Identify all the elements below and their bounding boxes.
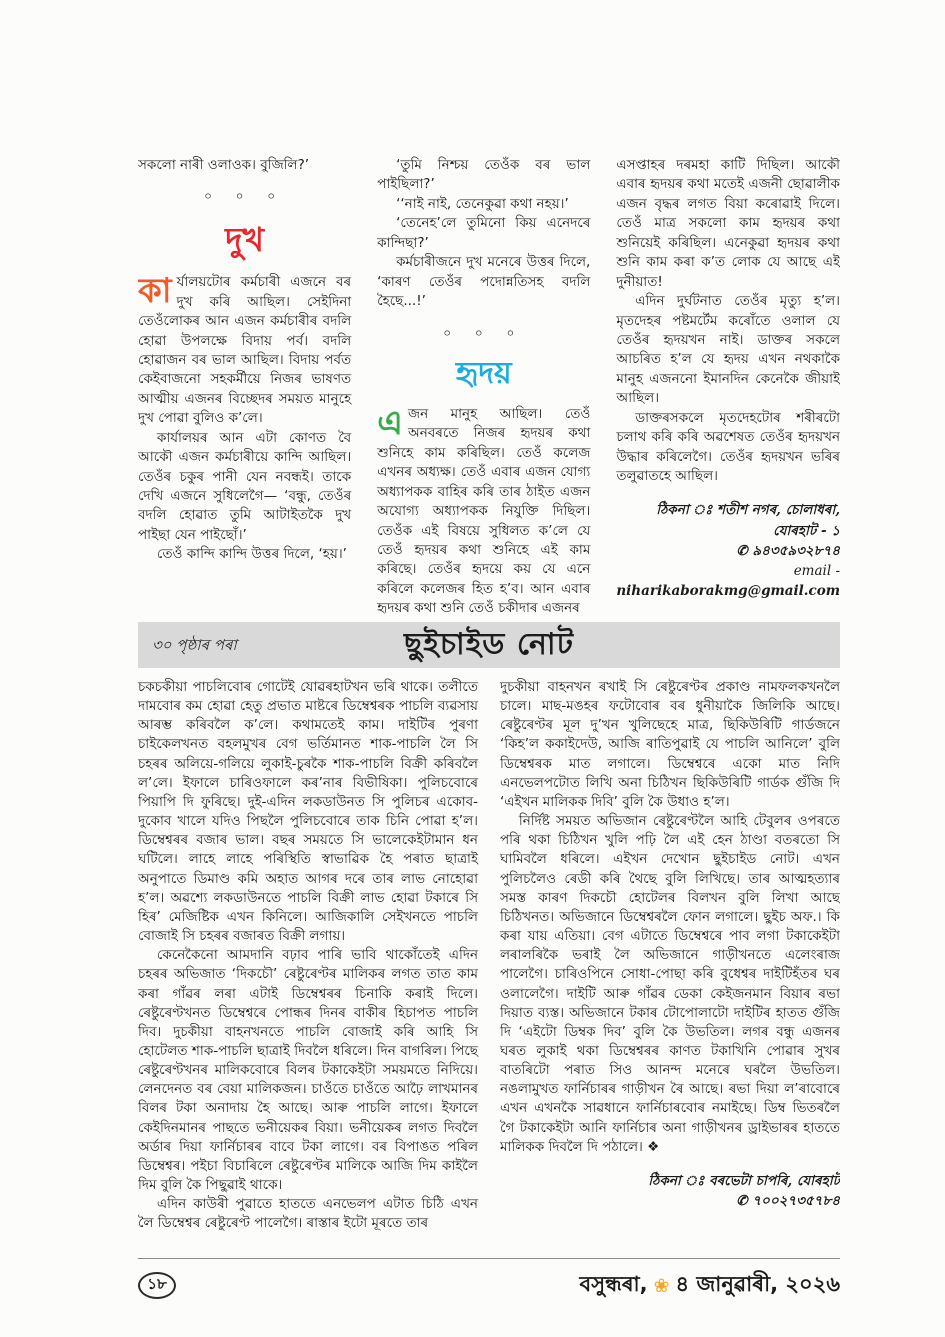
section-separator: ০ ০ ০ — [204, 189, 286, 204]
paragraph: কেনেকৈনো আমদানি বঢ়াব পাৰি ভাবি থাকোঁতেই এদিন চহৰৰ অভিজাত ‘দিকচৌ’ ৰেষ্টুৰেণ্টৰ মালিকৰ লগত তাত কাম কৰা গাঁৱৰ লৰা এটাই ডিম্বেশ্বৰৰ চিনাকি কৰাই দিলে। ৰেষ্টুৰেণ্টখনত ডিম্বেশ্বৰে পোন্ধৰ দিনৰ বাকীৰ হিচাপত পাচলি দিব। দুচকীয়া বাহনখনতে পাচলি বোজাই কৰি আহি সি হোটেলত শাক-পাচলি ছাত্ৰাই দিবলৈ ধৰিলে। দিন বাগৰিল। পিছে ৰেষ্টুৰেণ্টখনৰ মালিকবোৰে বিলৰ টকাকেইটা সময়মতে নিদিয়ে। লেনদেনত বৰ বেয়া মালিকজন। চাওঁতে চাওঁতে আঢ়ৈ লাখমানৰ বিলৰ টকা অনাদায় হৈ আছে। আৰু পাচলি লাগে। ইফালে কেইদিনমানৰ পাছতে ভনীয়েকৰ বিয়া। ভনীয়েকৰ লগত দিবলৈ অৰ্ডাৰ দিয়া ফাৰ্নিচাৰৰ বাবে টকা লাগে। বৰ বিপাঙত পৰিল ডিম্বেশ্বৰ। পইচা বিচাৰিলে ৰেষ্টুৰেণ্টৰ মালিকে আজি দিম কাইলৈ দিম বুলি কৈ পিছুৱাই থাকে। — [138, 947, 478, 1194]
continuation-text: সকলো নাৰী ওলাওক। বুজিলি?’ — [138, 157, 310, 173]
magazine-page — [138, 156, 840, 1252]
flower-icon: ❀ — [653, 1274, 670, 1297]
column-1 — [138, 156, 351, 618]
page-footer — [138, 1258, 840, 1303]
email-address: niharikaborakmg@gmail.com — [616, 583, 840, 600]
story-title-suicide-note: ছুইচাইড নোট — [404, 627, 574, 662]
story-title-hriday: হৃদয় — [455, 355, 512, 391]
dialogue-line: ‘তুমি নিশ্চয় তেওঁক বৰ ভাল পাইছিলা?’ — [377, 157, 591, 193]
paragraph: দুচকীয়া বাহনখন ৰখাই সি ৰেষ্টুৰেণ্টৰ প্ৰকাণ্ড নামফলকখনলৈ চালে। মাছ-মঙহৰ ফটোবোৰ বৰ ধুনীয়াকৈ জিলিকি আছে। ৰেষ্টুৰেণ্টৰ মূল দু’খন খুলিছেহে মাত্ৰ, ছিকিউৰিটি গাৰ্ডজনে ‘কিহ’ল ককাইদেউ, আজি ৰাতিপুৱাই যে পাচলি আনিলে’ বুলি ডিম্বেশ্বৰক মাত লগালে। ডিম্বেশ্বৰে একো মাত নিদি এনভেলপটোত লিখি অনা চিঠিখন ছিকিউৰিটি গাৰ্ডক গুঁজি দি ‘এইখন মালিকক দিবি’ বুলি কৈ উধাও হ’ল। — [500, 679, 840, 810]
story-column-left — [138, 678, 478, 1252]
author-address-block — [616, 500, 840, 601]
column-2 — [377, 156, 590, 618]
author-address-block — [500, 1171, 840, 1212]
issue-date: ৪ জানুৱাৰী, ২০২৬ — [675, 1272, 840, 1296]
email-label: email - — [793, 563, 840, 580]
dialogue-line: কৰ্মচাৰীজনে দুখ মনেৰে উত্তৰ দিলে, ‘কাৰণ তেওঁৰ পদোন্নতিসহ বদলি হৈছে...!’ — [377, 254, 591, 310]
address-line: ঠিকনা ঃ বৰভেটা চাপৰি, যোৰহাট — [648, 1172, 840, 1189]
dropcap-ka: কা — [138, 271, 172, 312]
continued-from-label: ৩০ পৃষ্ঠাৰ পৰা — [152, 636, 237, 654]
footer-masthead — [580, 1268, 840, 1303]
story-title-dukh: দুখ — [225, 219, 265, 259]
dialogue-line: ‘তেনেহ’লে তুমিনো কিয় এনেদৰে কান্দিছা?’ — [377, 215, 591, 251]
paragraph-text: ৰ্যালয়টোৰ কৰ্মচাৰী এজনে বৰ দুখ কৰি আছিল। সেইদিনা তেওঁলোকৰ আন এজন কৰ্মচাৰীৰ বদলি হোৱা উপলক্ষে বিদায় পৰ্ব। বদলি হোৱাজন বৰ ভাল আছিল। বিদায় পৰ্বত কেইবাজনো সহকৰ্মীয়ে নিজৰ ভাষণত আত্মীয় এজনৰ বিচ্ছেদৰ সময়ত মানুহে দুখ পোৱা বুলিও ক’লে। — [138, 274, 352, 427]
page-number-badge: ১৮ — [138, 1272, 176, 1299]
paragraph — [377, 402, 591, 618]
phone-line: ✆ ৭০০২৭৩৫৭৮৪ — [736, 1193, 840, 1210]
paragraph: এসপ্তাহৰ দৰমহা কাটি দিছিল। আকৌ এবাৰ হৃদয়ৰ কথা মতেই এজনী ছোৱালীক এজন বৃদ্ধৰ লগত বিয়া কৰোৱাই দিলে। তেওঁ মাত্ৰ সকলো কাম হৃদয়ৰ কথা শুনিয়েই কৰিছিল। এনেকুৱা হৃদয়ৰ কথা শুনি কাম কৰা ক’ত লোক যে আছে এই দুনীয়াত! — [616, 157, 840, 290]
magazine-name: বসুন্ধৰা, — [579, 1272, 648, 1296]
dialogue-line: ‘‘নাই নাই, তেনেকুৱা কথা নহয়।’ — [396, 195, 569, 212]
paragraph: এদিন কাউৰী পুৱাতে হাততে এনভেলপ এটাত চিঠি এখন লৈ ডিম্বেশ্বৰ ৰেষ্টুৰেণ্ট পালেগৈ। ৰাস্তাৰ ইটো মূৰতে তাৰ — [138, 1196, 478, 1232]
paragraph: চকচকীয়া পাচলিবোৰ গোটেই যোৱৰহাটখন ভৰি থাকে। তলীতে দামবোৰ কম হোৱা হেতু প্ৰভাত মাষ্টৰে ডিম্বেশ্বৰক পাচলি ব্যৱসায় আৰম্ভ কৰিবলৈ ক’লে। কথামতেই কাম। দাইটিৰ পুৰণা চাইকেলখনত বহলমুখৰ বেগ ভৰ্তিমানত শাক-পাচলি লৈ সি চহৰৰ অলিয়ে-গলিয়ে লুকাই-চুৰকৈ শাক-পাচলি বিক্ৰী কৰিবলৈ ল’লে। ইফালে চাৰিওফালে কৰ’নাৰ বিভীষিকা। পুলিচবোৰে পিয়াপি দি ফুৰিছে। দুই-এদিন লকডাউনত সি পুলিচৰ একোব-দুকোব খালে যদিও পিছলৈ পুলিচবোৰে তাক চিনি পোৱা হ’ল। ডিম্বেশ্বৰৰ বজাৰ ভাল। বছৰ সময়তে সি ভালেকেইটামান ধন ঘটিলে। লাহে লাহে পৰিস্থিতি স্বাভাৱিক হৈ পৰাত ছাত্ৰাই অনুপাতে ডিমাণ্ড কমি অহাত আগৰ দৰে তাৰ লাভ নোহোৱা হ’ল। অৱশ্যে লকডাউনতে পাচলি বিক্ৰী লাভ হোৱা টকাৰে সি হিৰ’ মেজিষ্টিক এখন কিনিলে। আজিকালি সেইখনতে পাচলি বোজাই সি চহৰৰ বজাৰত বিক্ৰী লগায়। — [138, 679, 478, 945]
paragraph: কাৰ্যালয়ৰ আন এটা কোণত বৈ আকৌ এজন কৰ্মচাৰীয়ে কান্দি আছিল। তেওঁৰ চকুৰ পানী যেন নবন্ধই। তাকে দেখি এজনে সুধিলেগৈ— ‘বন্ধু, তেওঁৰ বদলি হোৱাত তুমি আটাইতকৈ দুখ পাইছা যেন পাইছোঁ।’ — [138, 429, 352, 543]
paragraph: নিৰ্দিষ্ট সময়ত অভিজান ৰেষ্টুৰেণ্টলৈ আহি টেবুলৰ ওপৰতে পৰি থকা চিঠিখন খুলি পঢ়ি লৈ এই হেন ঠাণ্ডা বতৰতো সি ঘামিবলৈ ধৰিলে। এইখন দেখোন ছুইচাইড নোট। এখন পুলিচলৈও ৰেডী কৰি থৈছে বুলি লিখিছে। তাৰ আত্মহত্যাৰ সমস্ত কাৰণ দিকচৌ হোটেলৰ বিলখন বুলি লিখা আছে চিঠিখনত। অভিজানে ডিম্বেশ্বৰলৈ ফোন লগালে। ছুইচ অফ.। কি কৰা যায় এতিয়া। বেগ এটাতে ডিম্বেশ্বৰে পাব লগা টকাকেইটা লৰালৰিকৈ ভৰাই লৈ অভিজানে গাড়ীখনতে এলেংৰাজ পালেগৈ। চাৰিওপিনে সোধা-পোছা কৰি বুধেশ্বৰ দাইটিহঁতৰ ঘৰ ওলালেগৈ। দাইটি আৰু গাঁৱৰ ডেকা কেইজনমান বিয়াৰ ৰভা দিয়াত ব্যস্ত। অভিজানে টকাৰ টোপোলাটো দাইটিৰ হাতত গুঁজি দি ‘এইটো ডিম্বক দিব’ বুলি কৈ উভতিল। লগৰ বন্ধু এজনৰ ঘৰত লুকাই থকা ডিম্বেশ্বৰৰ কাণত টকাখিনি পোৱাৰ সুখৰ বাতৰিটো পৰাত সিও আনন্দ মনেৰে ঘৰলৈ উভতিল। নঙলামুখত ফাৰ্নিচাৰৰ গাড়ীখন ৰৈ আছে। ৰভা দিয়া ল’ৰাবোৰে এখন এখনকৈ সাৱধানে ফাৰ্নিচাৰবোৰ নমাইছে। ডিম্ব ভিতৰলৈ গৈ টকাকেইটা আনি ফাৰ্নিচাৰ অনা গাড়ীখনৰ ড্ৰাইভাৰৰ হাততে মালিকক দিবলৈ দি পঠালে। ❖ — [500, 813, 840, 1155]
section-separator: ০ ০ ০ — [443, 325, 525, 340]
story-column-right — [500, 678, 840, 1252]
story-section — [138, 678, 840, 1252]
paragraph: ডাক্তৰসকলে মৃতদেহটোৰ শৰীৰটো চলাথ কৰি কৰি অৱশেষত তেওঁৰ হৃদয়খন উদ্ধাৰ কৰিলেগৈ। তেওঁৰ হৃদয়খন ভৰিৰ তলুৱাতহে আছিল। — [616, 409, 840, 484]
paragraph — [138, 273, 351, 429]
story-banner — [138, 622, 840, 668]
column-3 — [616, 156, 840, 618]
paragraph: তেওঁ কান্দি কান্দি উত্তৰ দিলে, ‘হয়।’ — [156, 546, 347, 563]
paragraph: এদিন দুৰ্ঘটনাত তেওঁৰ মৃত্যু হ’ল। মৃতদেহৰ পষ্টমৰ্টেম কৰোঁতে ওলাল যে তেওঁৰ হৃদয়খন নাই। ডাক্তৰ সকলে আচৰিত হ’ল যে হৃদয় এখন নথকাকৈ মানুহ এজননো ইমানদিন কেনেকৈ জীয়াই আছিল। — [616, 293, 840, 407]
top-section — [138, 156, 840, 618]
paragraph-text: জন মানুহ আছিল। তেওঁ অনবৰতে নিজৰ হৃদয়ৰ কথা শুনিহে কাম কৰিছিল। তেওঁ কলেজ এখনৰ অধ্যক্ষ। তেওঁ এবাৰ এজন যোগ্য অধ্যাপকক বাহিৰ কৰি তাৰ ঠাইত এজন অযোগ্য অধ্যাপকক নিযুক্তি দিছিল। তেওঁক এই বিষয়ে সুধিলত ক’লে যে তেওঁ হৃদয়ৰ কথা শুনিহে এই কাম কৰিছে। তেওঁৰ হৃদয়ে কয় যে এনে কৰিলে কলেজৰ হিত হ’ব। আন এবাৰ হৃদয়ৰ কথা শুনি তেওঁ চকীদাৰ এজনৰ — [377, 405, 591, 617]
phone-line: ✆ ৯৪৩৫৯৩২৮৭৪ — [736, 542, 840, 559]
dropcap-e: এ — [377, 402, 404, 443]
address-line: ঠিকনা ঃ শতীশ নগৰ, চোলাধৰা, যোৰহাট - ১ — [656, 502, 840, 539]
